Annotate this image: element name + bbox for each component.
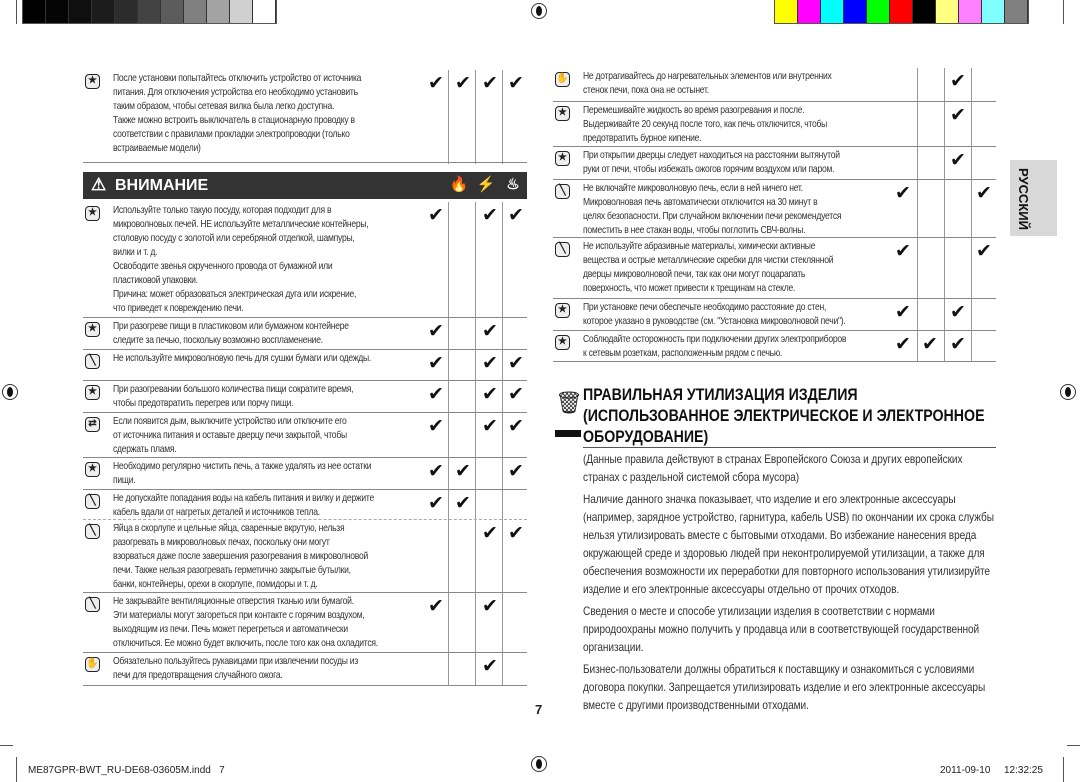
hot-surface-hazard-icon: ♨ (506, 176, 520, 193)
prohibit-icon: ╲ (85, 494, 100, 509)
color-swatch (46, 0, 69, 23)
check-icon: ✔ (922, 334, 938, 355)
check-icon: ✔ (428, 493, 444, 514)
safety-row (553, 180, 996, 238)
safety-table-top (83, 70, 527, 164)
check-icon: ✔ (428, 321, 444, 342)
color-swatch (936, 0, 959, 23)
crop-mark (1067, 745, 1080, 746)
star-icon: ★ (85, 322, 100, 337)
prohibit-icon: ╲ (85, 524, 100, 539)
electric-hazard-icon: ⚡ (476, 176, 496, 193)
star-icon: ★ (555, 106, 570, 121)
check-icon: ✔ (895, 183, 911, 204)
color-swatch (798, 0, 821, 23)
safety-text: При разогревании большого количества пищи сократите время, чтобы предотвратить перегрев или порчу пищи. (113, 384, 354, 409)
registration-mark-icon (2, 384, 18, 400)
safety-text: Если появится дым, выключите устройство или отключите его от источника питания и оставьте дверцу печи закрытой, чтобы сдержать пламя. (113, 416, 347, 455)
color-swatch (115, 0, 138, 23)
safety-text: Обязательно пользуйтесь рукавицами при извлечении посуды из печи для предотвращения случайного ожога. (113, 656, 358, 681)
fire-hazard-icon: 🔥 (449, 176, 469, 193)
check-icon: ✔ (895, 334, 911, 355)
color-swatch (1005, 0, 1028, 23)
color-swatch (913, 0, 936, 23)
check-icon: ✔ (482, 523, 498, 544)
check-icon: ✔ (508, 73, 524, 94)
page-number: 7 (535, 702, 543, 717)
disposal-paragraph: Наличие данного значка показывает, что изделие и его электронные аксессуары (например, зарядное устройство, гарнитура, кабель USB) по окончании их срока службы нельзя утилизировать вместе с бытовыми отходами. Во избежание нанесения вреда окружающей среде и здоровью людей при неконтролируемой утилизации, а также для обеспечения возможности их переработки для повторного использования утилизируйте изделие и его электронные аксессуары отдельно от прочих отходов. (583, 492, 994, 596)
unplug-icon: ⇄ (85, 417, 100, 432)
color-swatch (844, 0, 867, 23)
check-icon: ✔ (950, 71, 966, 92)
check-icon: ✔ (482, 384, 498, 405)
check-icon: ✔ (976, 183, 992, 204)
safety-row (83, 653, 527, 686)
footer-date: 2011-09-10 (940, 765, 991, 776)
check-icon: ✔ (950, 150, 966, 171)
grayscale-calibration-bar (22, 0, 277, 24)
disposal-paragraph: (Данные правила действуют в странах Европейского Союза и других европейских странах с раздельной системой сбора мусора) (583, 452, 963, 484)
safety-text: Не допускайте попадания воды на кабель питания и вилку и держите кабель вдали от нагретых деталей и источников тепла. (113, 493, 374, 518)
safety-row (83, 350, 527, 381)
check-icon: ✔ (455, 73, 471, 94)
disposal-paragraph: Сведения о месте и способе утилизации изделия в соответствии с нормами природоохраны можно получить у продавца или в соответствующей государственной организации. (583, 604, 980, 654)
safety-text: Яйца в скорлупе и цельные яйца, сваренные вкрутую, нельзя разогревать в микроволновых печах, поскольку они могут взорваться даже после завершения разогревания в микроволновой печи. Также нельзя разогревать герметично закрытые бутылки, банки, контейнеры, орехи в скорлупе, помидоры и т. д. (113, 523, 369, 590)
safety-row (553, 147, 996, 180)
prohibit-icon: ╲ (85, 597, 100, 612)
safety-text: Не дотрагивайтесь до нагревательных элементов или внутренних стенок печи, пока она не остынет. (583, 71, 832, 96)
color-swatch (253, 0, 276, 23)
star-icon: ★ (555, 303, 570, 318)
check-icon: ✔ (455, 493, 471, 514)
divider (583, 447, 996, 448)
prohibit-icon: ╲ (555, 184, 570, 199)
check-icon: ✔ (428, 73, 444, 94)
check-icon: ✔ (950, 302, 966, 323)
safety-row (83, 70, 527, 163)
color-swatch (23, 0, 46, 23)
registration-mark-icon (1060, 384, 1076, 400)
weee-bin-icon: 🗑 (555, 390, 583, 415)
check-icon: ✔ (428, 384, 444, 405)
check-icon: ✔ (455, 461, 471, 482)
color-swatch (775, 0, 798, 23)
check-icon: ✔ (428, 205, 444, 226)
safety-text: При установке печи обеспечьте необходимо расстояние до стен, которое указано в руководстве (см. "Установка микроволновой печи"). (583, 302, 846, 327)
registration-mark-icon (531, 3, 547, 19)
check-icon: ✔ (482, 321, 498, 342)
check-icon: ✔ (508, 384, 524, 405)
color-swatch (890, 0, 913, 23)
safety-text: Не используйте абразивные материалы, химически активные вещества и острые металлические скребки для чистки стеклянной дверцы микроволновой печи, так как они могут поцарапать поверхность, что может привести к трещинам на стекле. (583, 241, 834, 294)
check-icon: ✔ (950, 334, 966, 355)
check-icon: ✔ (428, 461, 444, 482)
check-icon: ✔ (950, 105, 966, 126)
color-swatch (230, 0, 253, 23)
safety-row (83, 490, 527, 520)
safety-text: Используйте только такую посуду, которая подходит для в микроволновых печей. НЕ используйте металлические контейнеры, столовую посуду с золотой или серебряной отделкой, шампуры, вилки и т. д. Освободите звенья скрученного провода от бумажной или пластиковой упаковки. Причина: может образоваться электрическая дуга или искрение, что приведет к повреждению печи. (113, 205, 369, 314)
disposal-title-line: ОБОРУДОВАНИЕ) (583, 428, 709, 446)
safety-table-right (553, 68, 996, 361)
check-icon: ✔ (482, 416, 498, 437)
check-icon: ✔ (508, 461, 524, 482)
check-icon: ✔ (895, 241, 911, 262)
no-touch-icon: ✋ (555, 72, 570, 87)
registration-mark-icon (531, 756, 547, 772)
color-swatch (161, 0, 184, 23)
safety-text: Необходимо регулярно чистить печь, а также удалять из нее остатки пищи. (113, 461, 372, 486)
safety-row (83, 202, 527, 318)
color-swatch (982, 0, 1005, 23)
check-icon: ✔ (508, 523, 524, 544)
color-swatch (138, 0, 161, 23)
crop-mark (0, 745, 13, 746)
check-icon: ✔ (508, 353, 524, 374)
warning-header (83, 172, 546, 199)
crop-mark (1063, 757, 1064, 782)
safety-text: Не включайте микроволновую печь, если в ней ничего нет. Микроволновая печь автоматически отключится на 30 минут в целях безопасности. При случайном включении печи рекомендуется поместить в нее стакан воды, чтобы поглотить СВЧ-волны. (583, 183, 842, 236)
star-icon: ★ (85, 462, 100, 477)
warning-title: ВНИМАНИЕ (115, 177, 209, 194)
check-icon: ✔ (428, 416, 444, 437)
safety-row (83, 318, 527, 350)
color-swatch (184, 0, 207, 23)
language-tab (1010, 160, 1057, 236)
safety-text: Соблюдайте осторожность при подключении других электроприборов к сетевым розеткам, расположенным рядом с печью. (583, 334, 847, 359)
check-icon: ✔ (508, 416, 524, 437)
disposal-title (583, 385, 985, 448)
language-label: РУССКИЙ (1016, 168, 1031, 230)
safety-text: При открытии дверцы следует находиться на расстоянии вытянутой руки от печи, чтобы избежать ожогов горячим воздухом или паром. (583, 150, 840, 175)
crop-mark (16, 757, 17, 782)
disposal-title-line: (ИСПОЛЬЗОВАННОЕ ЭЛЕКТРИЧЕСКОЕ И ЭЛЕКТРОННОЕ (583, 407, 985, 425)
safety-row (83, 413, 527, 458)
check-icon: ✔ (976, 241, 992, 262)
warning-table (83, 202, 527, 686)
disposal-body (583, 450, 995, 718)
safety-row (83, 381, 527, 413)
check-icon: ✔ (508, 205, 524, 226)
color-swatch (69, 0, 92, 23)
safety-text: После установки попытайтесь отключить устройство от источника питания. Для отключения устройства его необходимо установить таким образом, чтобы сетевая вилка была легко доступна. Также можно встроить выключатель в стационарную проводку в соответствии с правилами прокладки электропроводки (только встраиваемые модели) (113, 73, 362, 154)
color-swatch (959, 0, 982, 23)
star-icon: ★ (85, 74, 100, 89)
color-swatch (207, 0, 230, 23)
check-icon: ✔ (482, 656, 498, 677)
safety-row (83, 458, 527, 490)
prohibit-icon: ╲ (555, 242, 570, 257)
disposal-title-line: ПРАВИЛЬНАЯ УТИЛИЗАЦИЯ ИЗДЕЛИЯ (583, 386, 858, 404)
weee-bar-icon (555, 430, 581, 437)
safety-row (553, 299, 996, 331)
color-calibration-bar (774, 0, 1029, 24)
color-swatch (821, 0, 844, 23)
crop-mark (1063, 0, 1064, 24)
explosion-hazard-icon: ✸ (532, 176, 546, 193)
safety-row (83, 593, 527, 653)
check-icon: ✔ (895, 302, 911, 323)
check-icon: ✔ (482, 596, 498, 617)
safety-row (553, 238, 996, 299)
star-icon: ★ (555, 335, 570, 350)
check-icon: ✔ (428, 596, 444, 617)
safety-text: Не используйте микроволновую печь для сушки бумаги или одежды. (113, 353, 372, 364)
color-swatch (867, 0, 890, 23)
safety-row (83, 520, 527, 593)
safety-text: Не закрывайте вентиляционные отверстия тканью или бумагой. Эти материалы могут загореться при контакте с горячим воздухом, выходящим из печи. Печь может перегреться и автоматически отключиться. Ее можно будет включить, после того как она охладится. (113, 596, 378, 649)
check-icon: ✔ (482, 73, 498, 94)
star-icon: ★ (555, 151, 570, 166)
footer-file: ME87GPR-BWT_RU-DE68-03605M.indd 7 (28, 765, 225, 776)
color-swatch (92, 0, 115, 23)
disposal-paragraph: Бизнес-пользователи должны обратиться к поставщику и ознакомиться с условиями договора покупки. Запрещается утилизировать изделие и его электронные аксессуары вместе с другими производственными отходами. (583, 662, 986, 712)
star-icon: ★ (85, 206, 100, 221)
check-icon: ✔ (482, 205, 498, 226)
safety-row (553, 68, 996, 102)
safety-row (553, 102, 996, 147)
prohibit-icon: ╲ (85, 354, 100, 369)
safety-text: Перемешивайте жидкость во время разогревания и после. Выдерживайте 20 секунд после того, как печь отключится, чтобы предотвратить бурное кипение. (583, 105, 828, 144)
star-icon: ★ (85, 385, 100, 400)
footer-time: 12:32:25 (1004, 765, 1043, 776)
safety-row (553, 331, 996, 362)
safety-text: При разогреве пищи в пластиковом или бумажном контейнере следите за печью, поскольку возможно воспламенение. (113, 321, 349, 346)
crop-mark (16, 0, 17, 24)
warning-triangle-icon: ⚠ (91, 175, 107, 194)
check-icon: ✔ (428, 353, 444, 374)
no-touch-icon: ✋ (85, 657, 100, 672)
check-icon: ✔ (482, 353, 498, 374)
